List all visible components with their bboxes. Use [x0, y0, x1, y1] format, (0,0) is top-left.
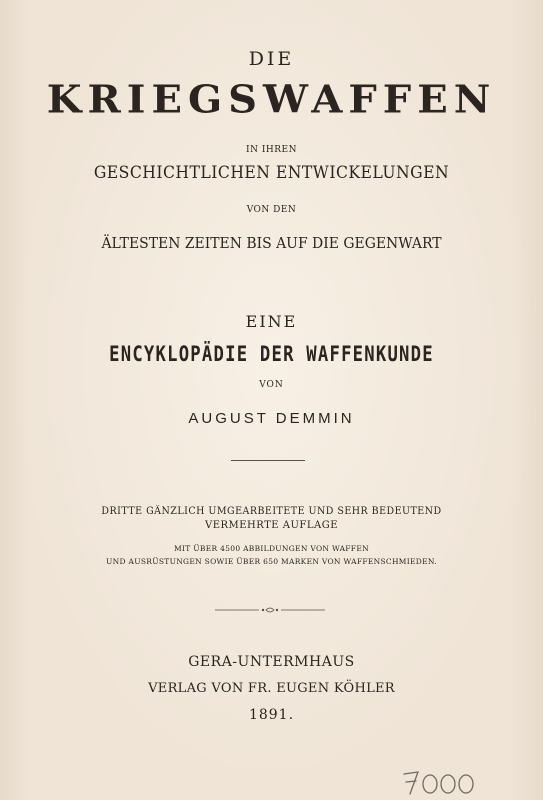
publisher-city: GERA-UNTERMHAUS — [188, 654, 355, 670]
handwritten-pencil-note — [400, 768, 490, 798]
edition-line-2: VERMEHRTE AUFLAGE — [204, 520, 339, 531]
line-von-den: VON DEN — [246, 205, 297, 215]
line-in-ihren: IN IHREN — [246, 145, 297, 155]
line-von: VON — [259, 380, 284, 390]
ornament-divider-icon — [215, 604, 325, 616]
illustration-note-2: UND AUSRÜSTUNGEN SOWIE ÜBER 650 MARKEN VON WAFFENSCHMIEDEN. — [106, 557, 437, 566]
illustration-note-1: MIT ÜBER 4500 ABBILDUNGEN VON WAFFEN — [174, 544, 369, 553]
publisher-name: VERLAG VON FR. EUGEN KÖHLER — [148, 681, 395, 696]
publication-year: 1891. — [248, 707, 295, 723]
main-title: KRIEGSWAFFEN — [46, 77, 497, 122]
divider-rule — [231, 460, 305, 461]
line-die: DIE — [248, 48, 295, 70]
encyclopedia-title: ENCYKLOPÄDIE DER WAFFENKUNDE — [109, 342, 434, 366]
author-name: AUGUST DEMMIN — [188, 410, 355, 427]
subtitle: GESCHICHTLICHEN ENTWICKELUNGEN — [93, 163, 450, 183]
line-eine: EINE — [245, 312, 298, 331]
edition-line-1: DRITTE GÄNZLICH UMGEARBEITETE UND SEHR BEDEUTEND — [101, 506, 442, 517]
subtitle-2: ÄLTESTEN ZEITEN BIS AUF DIE GEGENWART — [101, 234, 442, 252]
